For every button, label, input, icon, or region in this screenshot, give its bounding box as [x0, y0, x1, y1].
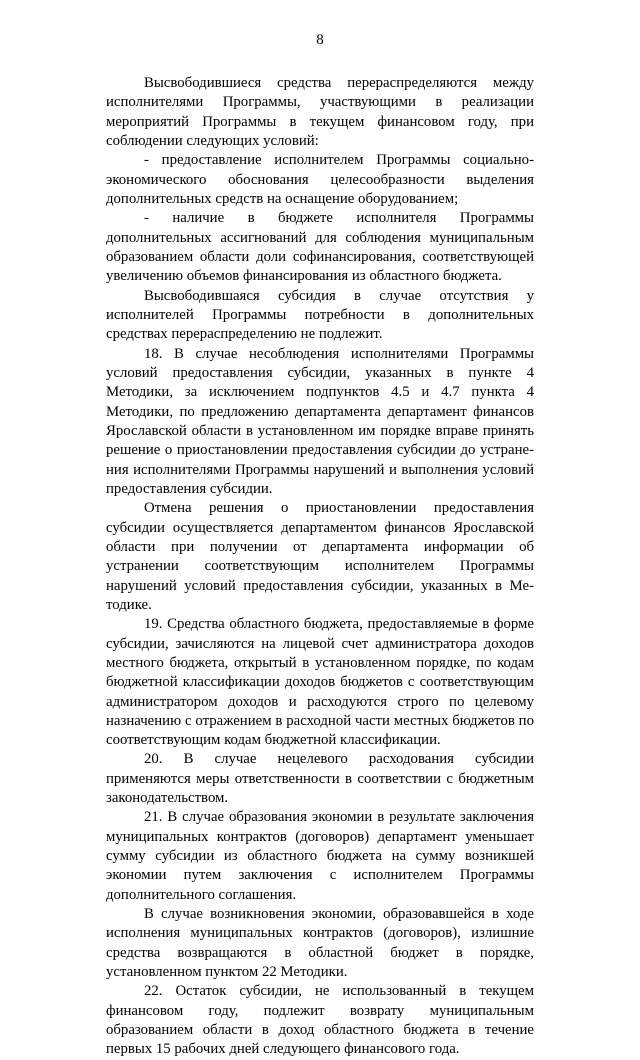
paragraph-redistribution: Высвободившиеся средства перераспределяются между исполнителями Программы, участвующими в реализации мероприятий Программы в текущем финансовом году, при соблюдении следующих условий: — [106, 75, 534, 149]
paragraph-item-22: 22. Остаток субсидии, не использованный в текущем финансовом году, подлежит возврату муниципальным образованием области в доход областного бюджета в течение первых 15 рабочих дней следующего финансового года. — [106, 983, 534, 1058]
paragraph-savings-return: В случае возникновения экономии, образовавшейся в ходе исполнения муниципальных контрактов (договоров), излишние средства возвращаются в областной бюджет в порядке, установленном пунктом 22 Методики. — [106, 906, 534, 981]
document-body — [106, 74, 534, 1060]
paragraph-condition-allocations: - наличие в бюджете исполнителя Программы дополнительных ассигнований для соблюдения муниципальным образованием области доли софинансирования, соответствующей увеличению объемов финансирования из областного бюджета. — [106, 210, 534, 285]
paragraph-item-21: 21. В случае образования экономии в результате заключения муниципальных контрактов (договоров) департамент уменьшает сумму субсидии из областного бюджета на сумму возникшей экономии путем заключения с исполнителем Программы дополнительного соглашения. — [106, 809, 534, 903]
page-number: 8 — [316, 32, 324, 48]
paragraph-item-20: 20. В случае нецелевого расходования субсидии применяются меры ответственности в соответствии с бюджетным законодательством. — [106, 751, 534, 807]
paragraph-item-18: 18. В случае несоблюдения исполнителями Программы условий предоставления субсидии, указанных в пункте 4 Методики, за исключением подпунктов 4.5 и 4.7 пункта 4 Методики, по предложению департамента департамент финансов Ярославской области в установленном им порядке вправе принять решение о приостановлении предоставления субсидии до устранения исполнителями Программы нарушений и выполнения условий предоставления субсидии. — [106, 345, 534, 497]
paragraph-no-redistribution: Высвободившаяся субсидия в случае отсутствия у исполнителей Программы потребности в дополнительных средствах перераспределению не подлежит. — [106, 287, 534, 343]
paragraph-suspension-cancel: Отмена решения о приостановлении предоставления субсидии осуществляется департаментом финансов Ярославской области при получении от департамента информации об устранении соответствующим исполнителем Программы нарушений условий предоставления субсидии, указанных в Методике. — [106, 500, 534, 613]
paragraph-condition-justification: - предоставление исполнителем Программы социально-экономического обоснования целесообразности выделения дополнительных средств на оснащение оборудованием; — [106, 152, 534, 207]
paragraph-item-19: 19. Средства областного бюджета, предоставляемые в форме субсидии, зачисляются на лицевой счет администратора доходов местного бюджета, открытый в установленном порядке, по кодам бюджетной классификации доходов бюджетов с соответствующим администратором доходов и расходуются строго по целевому назначению с отражением в расходной части местных бюджетов по соответствующим кодам бюджетной классификации. — [106, 616, 534, 749]
